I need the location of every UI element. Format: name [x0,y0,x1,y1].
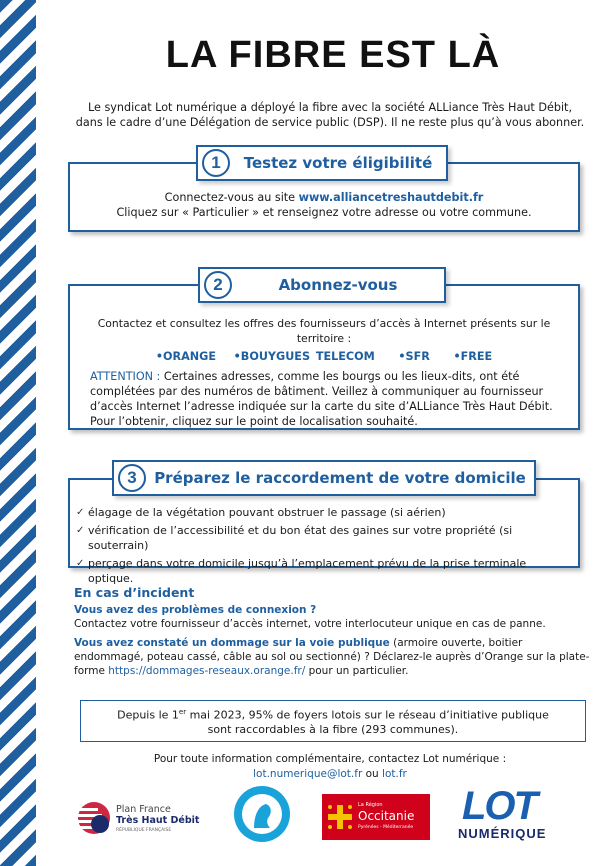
step1-number: 1 [202,149,230,177]
step3-title: Préparez le raccordement de votre domicile [154,469,526,487]
providers-list [76,349,572,364]
plan-france-mark-icon [76,800,112,836]
coverage-info-box [80,700,586,742]
check-icon: ✓ [76,507,85,518]
occitan-cross-icon [326,803,354,831]
incident-q2-para [74,636,594,678]
step1-line1-prefix: Connectez-vous au site [164,191,299,204]
damage-report-link[interactable]: https://dommages-reseaux.orange.fr/ [108,665,306,677]
step2-line1: Contactez et consultez les offres des fournisseurs d’accès à Internet présents sur le territoire : [97,317,551,345]
prep-item-3-text: perçage dans votre domicile jusqu’à l’emplacement prévu de la prise terminale optique. [88,557,527,585]
check-icon: ✓ [76,558,85,569]
region-sub: Pyrénées - Méditerranée [358,825,414,830]
provider-free: •FREE [453,350,493,363]
step2-header [198,267,446,303]
attention-text: Certaines adresses, comme les bourgs ou les lieux-dits, ont été complétées par des numéros de bâtiment. Veillez à communiquer au fournisseur d’accès Internet l’adresse indiquée sur la carte du site d’ALLiance Très Haut Débit. Pour l’obtenir, cliquez sur le point de localisation souhaité. [90,370,553,428]
step1-line2: Cliquez sur « Particulier » et renseignez votre adresse ou votre commune. [116,206,532,219]
contact-section [70,752,590,782]
region-small-label: La Région [358,802,383,808]
logo-plan-france-thd [76,798,216,838]
incident-q2: Vous avez constaté un dommage sur la voie publique [74,637,390,649]
logo-region-occitanie [322,794,430,840]
step1-header [196,145,448,181]
incident-a1: Contactez votre fournisseur d’accès internet, votre interlocuteur unique en cas de panne. [74,618,546,630]
lot-wordmark: LOT [462,784,536,828]
contact-email-link[interactable]: lot.numerique@lot.fr [253,768,363,780]
coverage-sup: er [178,707,187,716]
region-name: Occitanie [358,809,415,823]
incident-title: En cas d’incident [74,585,195,600]
plan-france-line1: Plan France [116,804,171,815]
step3-header [112,460,536,496]
prep-item-2-text: vérification de l’accessibilité et du bon état des gaines sur votre propriété (si souterrain) [88,524,513,552]
provider-orange: •ORANGE [155,350,216,363]
step2-number: 2 [204,271,232,299]
incident-q1: Vous avez des problèmes de connexion ? [74,604,317,616]
incident-a2: (armoire ouverte, boitier endommagé, poteau cassé, câble au sol ou sectionné) ? Déclarez-le auprès d’Orange sur la plate-forme [74,637,590,677]
logo-investissements-avenir [232,784,292,844]
eligibility-site-link[interactable]: www.alliancetreshautdebit.fr [298,191,484,204]
contact-line-1: Pour toute information complémentaire, contactez Lot numérique : [153,753,507,765]
coverage-line-2: sont raccordables à la fibre (293 communes). [207,723,459,737]
numerique-wordmark: NUMÉRIQUE [458,826,547,841]
prep-item-3 [76,556,572,586]
check-icon: ✓ [76,525,85,536]
intro-text [70,100,590,130]
coverage-line-1 [81,705,585,723]
plan-france-line3: RÉPUBLIQUE FRANÇAISE [116,828,172,833]
step1-title: Testez votre éligibilité [243,154,433,172]
decorative-stripes [0,0,36,866]
provider-bouygues: •BOUYGUES TELECOM [233,350,375,363]
incident-a2-end: pour un particulier. [305,665,409,677]
investissements-seal-icon [232,784,292,844]
contact-or: ou [362,768,383,780]
step3-number: 3 [118,464,146,492]
contact-site-link[interactable]: lot.fr [382,768,407,780]
prep-item-1-text: élagage de la végétation pouvant obstruer le passage (si aérien) [88,506,446,519]
page-title: LA FIBRE EST LÀ [165,34,501,76]
plan-france-line2: Très Haut Débit [116,815,200,826]
coverage-prefix: Depuis le 1 [117,708,179,722]
coverage-line1-rest: mai 2023, 95% de foyers lotois sur le réseau d’initiative publique [186,708,549,722]
step2-title: Abonnez-vous [278,276,398,294]
step2-box [68,284,580,430]
logo-lot-numerique [458,784,562,844]
intro-line-2: dans le cadre d’une Délégation de service public (DSP). Il ne reste plus qu’à vous abonner. [75,116,585,129]
intro-line-1: Le syndicat Lot numérique a déployé la fibre avec la société ALLiance Très Haut Débit, [87,101,573,114]
prep-item-1 [76,505,572,520]
provider-sfr: •SFR [398,350,430,363]
contact-line-2 [70,767,590,782]
prep-item-2 [76,523,572,553]
attention-label: ATTENTION : [90,370,161,383]
partner-logos [70,784,590,844]
attention-note [90,369,564,429]
incident-section [74,586,594,678]
step1-line1 [70,190,578,205]
